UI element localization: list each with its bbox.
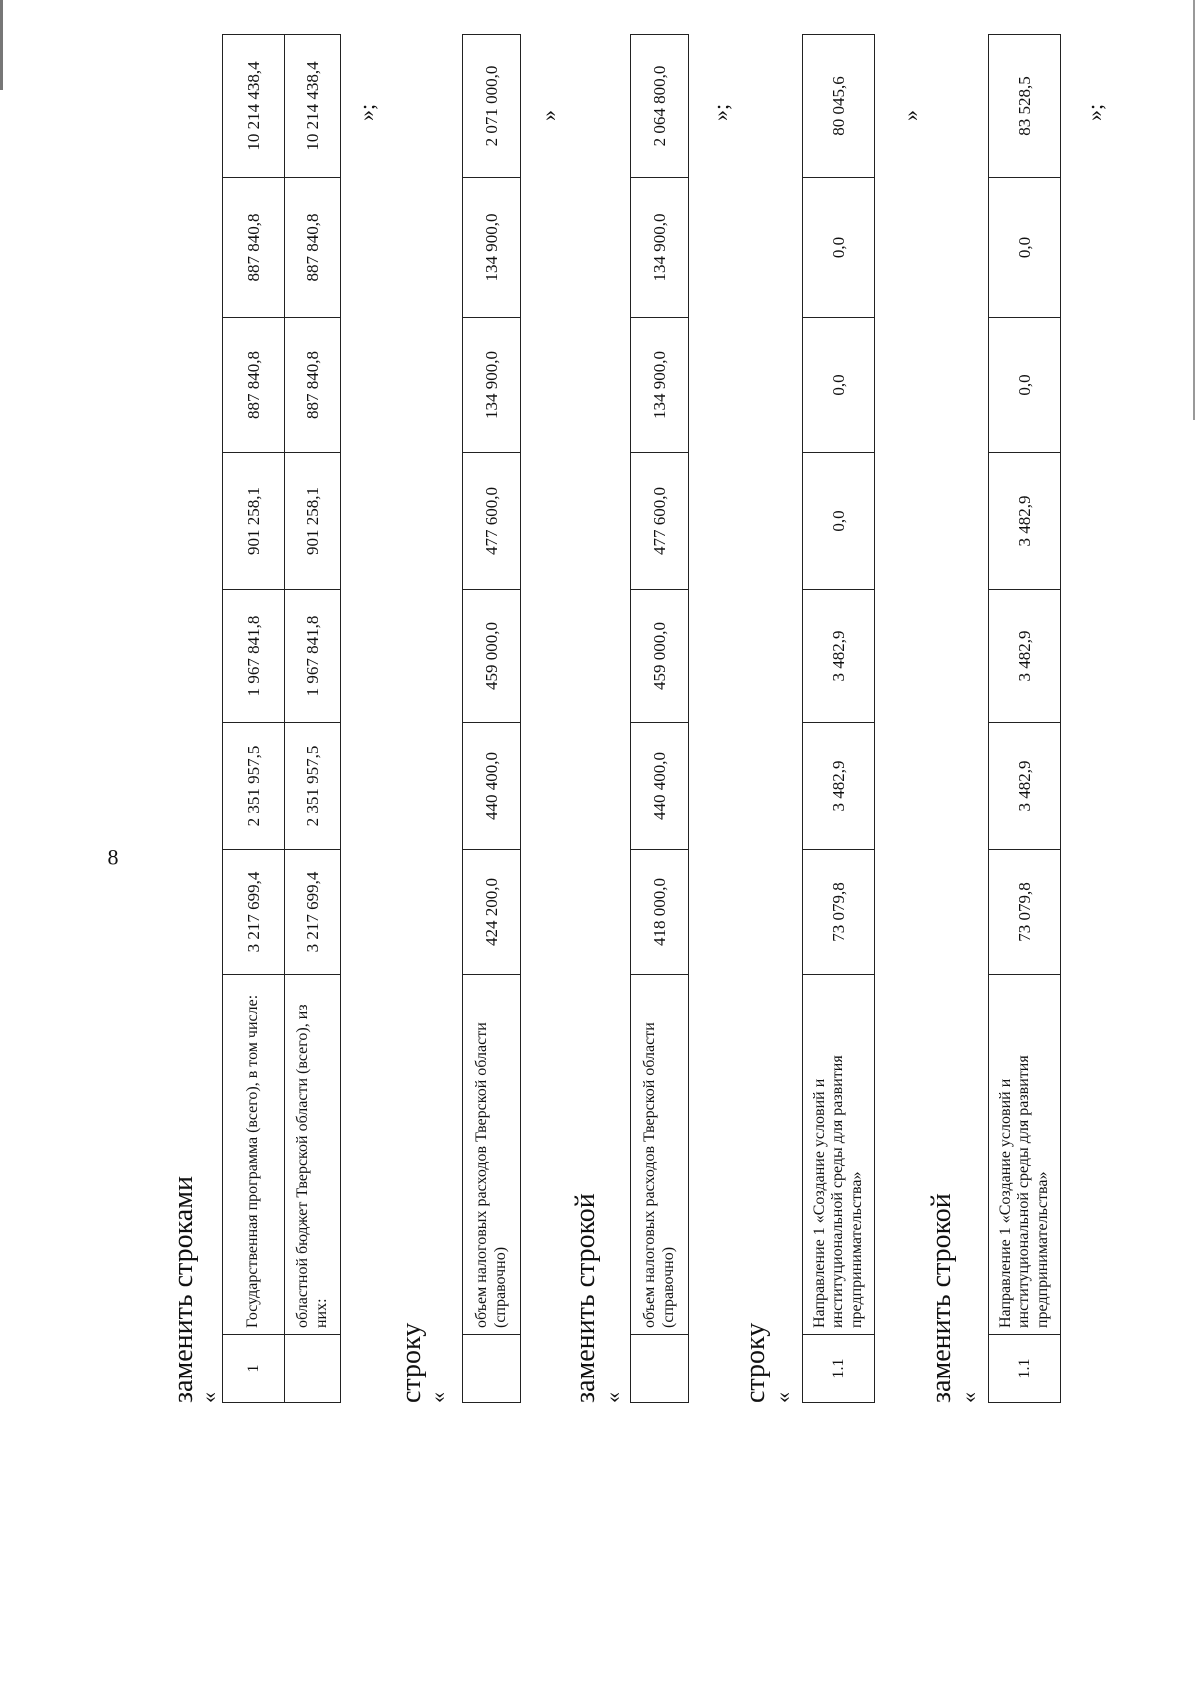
value-cell: 134 900,0	[463, 318, 521, 453]
value-cell: 3 217 699,4	[223, 850, 285, 975]
value-cell: 887 840,8	[223, 318, 285, 453]
value-cell: 3 482,9	[803, 723, 875, 850]
value-cell: 3 482,9	[803, 590, 875, 723]
value-cell: 1 967 841,8	[285, 590, 341, 723]
value-cell: 459 000,0	[631, 590, 689, 723]
value-cell: 477 600,0	[463, 453, 521, 590]
data-table	[802, 34, 875, 1403]
value-cell: 477 600,0	[631, 453, 689, 590]
value-cell: 80 045,6	[803, 35, 875, 178]
close-quote: »	[898, 110, 923, 121]
block-heading: строку	[740, 1322, 771, 1403]
table-row	[223, 35, 285, 1403]
scan-artifact	[1193, 0, 1195, 420]
value-cell: 3 482,9	[989, 590, 1061, 723]
table-row	[631, 35, 689, 1403]
value-cell: 887 840,8	[285, 318, 341, 453]
block-heading: строку	[396, 1322, 427, 1403]
table-row	[989, 35, 1061, 1403]
value-cell: 2 351 957,5	[223, 723, 285, 850]
row-name: объем налоговых расходов Тверской области (справочно)	[463, 975, 521, 1335]
close-quote: »;	[708, 103, 733, 121]
block-heading: заменить строкой	[926, 1193, 957, 1403]
value-cell: 440 400,0	[463, 723, 521, 850]
page-number: 8	[107, 844, 119, 870]
value-cell: 73 079,8	[989, 850, 1061, 975]
value-cell: 83 528,5	[989, 35, 1061, 178]
close-quote: »	[536, 110, 561, 121]
value-cell: 10 214 438,4	[223, 35, 285, 178]
row-index: 1.1	[989, 1335, 1061, 1403]
value-cell: 901 258,1	[223, 453, 285, 590]
table-row	[803, 35, 875, 1403]
row-index	[285, 1335, 341, 1403]
open-quote: «	[770, 1392, 795, 1403]
value-cell: 424 200,0	[463, 850, 521, 975]
value-cell: 3 217 699,4	[285, 850, 341, 975]
value-cell: 134 900,0	[631, 318, 689, 453]
row-name: областной бюджет Тверской области (всего), из них:	[285, 975, 341, 1335]
close-quote: »;	[1082, 103, 1107, 121]
scan-artifact	[0, 0, 3, 90]
row-index: 1	[223, 1335, 285, 1403]
value-cell: 459 000,0	[463, 590, 521, 723]
value-cell: 1 967 841,8	[223, 590, 285, 723]
value-cell: 887 840,8	[223, 178, 285, 318]
value-cell: 440 400,0	[631, 723, 689, 850]
value-cell: 134 900,0	[463, 178, 521, 318]
row-index: 1.1	[803, 1335, 875, 1403]
row-name: Государственная программа (всего), в том числе:	[223, 975, 285, 1335]
open-quote: «	[956, 1392, 981, 1403]
value-cell: 0,0	[989, 318, 1061, 453]
value-cell: 2 071 000,0	[463, 35, 521, 178]
row-name: Направление 1 «Создание условий и институциональной среды для развития предпринимательства»	[803, 975, 875, 1335]
block-heading: заменить строками	[168, 1176, 199, 1403]
value-cell: 901 258,1	[285, 453, 341, 590]
value-cell: 10 214 438,4	[285, 35, 341, 178]
data-table	[222, 34, 341, 1403]
block-heading: заменить строкой	[570, 1193, 601, 1403]
value-cell: 418 000,0	[631, 850, 689, 975]
value-cell: 0,0	[803, 453, 875, 590]
open-quote: «	[600, 1392, 625, 1403]
data-table	[988, 34, 1061, 1403]
value-cell: 73 079,8	[803, 850, 875, 975]
table-row	[463, 35, 521, 1403]
row-index	[463, 1335, 521, 1403]
value-cell: 0,0	[989, 178, 1061, 318]
table-row	[285, 35, 341, 1403]
row-index	[631, 1335, 689, 1403]
value-cell: 0,0	[803, 318, 875, 453]
close-quote: »;	[354, 103, 379, 121]
value-cell: 0,0	[803, 178, 875, 318]
open-quote: «	[425, 1392, 450, 1403]
row-name: объем налоговых расходов Тверской области (справочно)	[631, 975, 689, 1335]
row-name: Направление 1 «Создание условий и институциональной среды для развития предпринимательства»	[989, 975, 1061, 1335]
open-quote: «	[196, 1392, 221, 1403]
value-cell: 3 482,9	[989, 723, 1061, 850]
value-cell: 2 351 957,5	[285, 723, 341, 850]
value-cell: 134 900,0	[631, 178, 689, 318]
data-table	[462, 34, 521, 1403]
value-cell: 887 840,8	[285, 178, 341, 318]
value-cell: 2 064 800,0	[631, 35, 689, 178]
data-table	[630, 34, 689, 1403]
value-cell: 3 482,9	[989, 453, 1061, 590]
